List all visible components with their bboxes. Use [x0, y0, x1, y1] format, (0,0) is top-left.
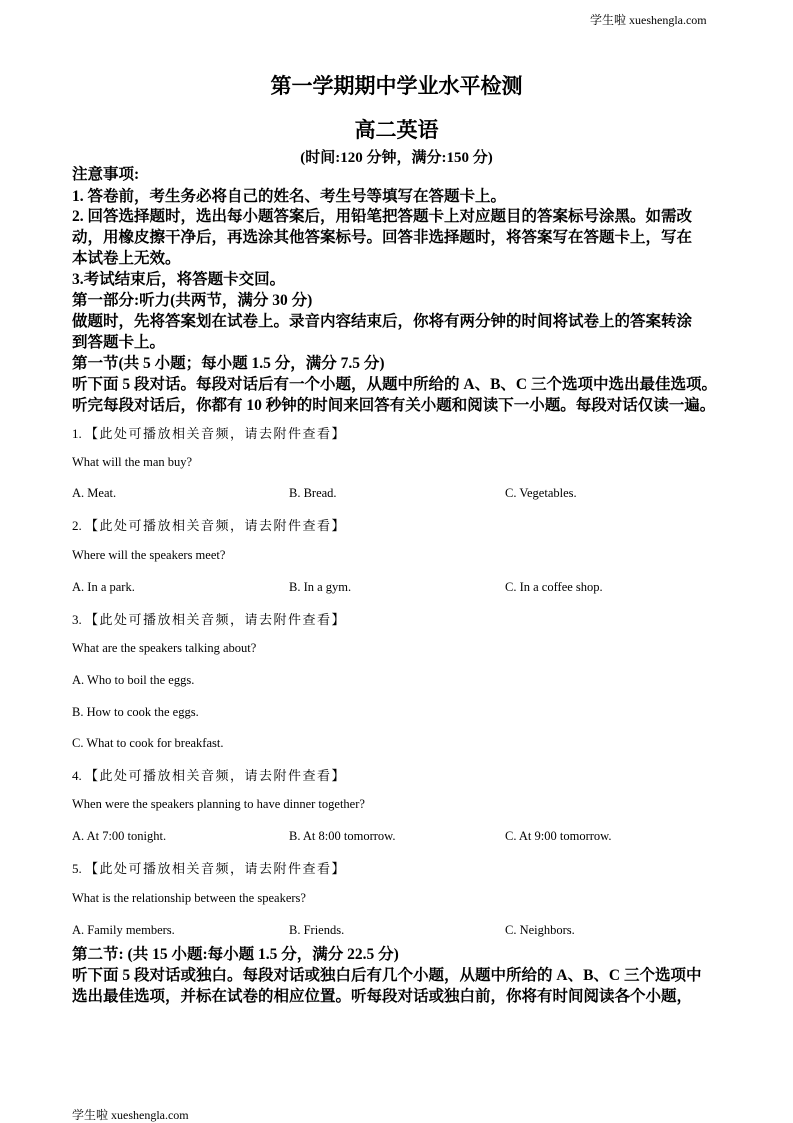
notice-item-1: 1. 答卷前，考生务必将自己的姓名、考生号等填写在答题卡上。 [72, 188, 507, 205]
question-4-option-a: A. At 7:00 tonight. [72, 829, 167, 843]
question-5-header [72, 858, 346, 877]
section1-instruction-line-2: 听完每段对话后，你都有 10 秒钟的时间来回答有关小题和阅读下一小题。每段对话仅读一遍。 [72, 397, 716, 414]
question-number: 3. [72, 612, 82, 627]
question-2-text: Where will the speakers meet? [72, 548, 226, 562]
question-2-option-b: B. In a gym. [289, 580, 352, 594]
audio-attachment-note: 【此处可播放相关音频，请去附件查看】 [85, 518, 347, 533]
question-4-text: When were the speakers planning to have dinner together? [72, 797, 365, 811]
part1-instruction-line-2: 到答题卡上。 [72, 334, 166, 351]
subject-title: 高二英语 [354, 118, 439, 142]
question-3-header [72, 609, 346, 628]
section1-instruction-line-1: 听下面 5 段对话。每段对话后有一个小题，从题中所给的 A、B、C 三个选项中选出最佳选项。 [72, 376, 717, 393]
audio-attachment-note: 【此处可播放相关音频，请去附件查看】 [85, 861, 347, 876]
question-4-option-b: B. At 8:00 tomorrow. [289, 829, 396, 843]
question-3-text: What are the speakers talking about? [72, 641, 257, 655]
question-number: 4. [72, 768, 82, 783]
part1-heading: 第一部分:听力(共两节，满分 30 分) [72, 292, 313, 309]
question-2-option-c: C. In a coffee shop. [505, 580, 603, 594]
question-5-option-c: C. Neighbors. [505, 923, 575, 937]
question-3-option-a: A. Who to boil the eggs. [72, 673, 195, 687]
part1-instruction-line-1: 做题时，先将答案划在试卷上。录音内容结束后，你将有两分钟的时间将试卷上的答案转涂 [72, 313, 693, 330]
question-2-header [72, 515, 346, 534]
question-1-option-a: A. Meat. [72, 486, 117, 500]
question-5-text: What is the relationship between the speakers? [72, 891, 306, 905]
notice-heading: 注意事项: [72, 166, 140, 183]
question-number: 2. [72, 518, 82, 533]
question-number: 1. [72, 426, 82, 441]
audio-attachment-note: 【此处可播放相关音频，请去附件查看】 [85, 612, 347, 627]
question-4-header [72, 765, 346, 784]
audio-attachment-note: 【此处可播放相关音频，请去附件查看】 [85, 426, 347, 441]
audio-attachment-note: 【此处可播放相关音频，请去附件查看】 [85, 768, 347, 783]
question-5-option-a: A. Family members. [72, 923, 175, 937]
time-info: (时间:120 分钟，满分:150 分) [300, 150, 493, 166]
question-4-option-c: C. At 9:00 tomorrow. [505, 829, 612, 843]
question-1-text: What will the man buy? [72, 455, 193, 469]
exam-title: 第一学期期中学业水平检测 [270, 74, 523, 98]
question-1-header [72, 423, 346, 442]
header-watermark: 学生啦 xueshengla.com [590, 13, 707, 27]
question-1-option-b: B. Bread. [289, 486, 337, 500]
section2-heading: 第二节: (共 15 小题:每小题 1.5 分，满分 22.5 分) [72, 946, 399, 963]
section2-instruction-line-2: 选出最佳选项，并标在试卷的相应位置。听每段对话或独白前，你将有时间阅读各个小题， [72, 988, 693, 1005]
notice-item-2-line-3: 本试卷上无效。 [72, 250, 181, 267]
footer-watermark: 学生啦 xueshengla.com [72, 1108, 189, 1122]
notice-item-2-line-1: 2. 回答选择题时，选出每小题答案后，用铅笔把答题卡上对应题目的答案标号涂黑。如需改 [72, 208, 693, 225]
section1-heading: 第一节(共 5 小题；每小题 1.5 分，满分 7.5 分) [72, 355, 385, 372]
question-5-option-b: B. Friends. [289, 923, 345, 937]
notice-item-3: 3.考试结束后，将答题卡交回。 [72, 271, 286, 288]
section2-instruction-line-1: 听下面 5 段对话或独白。每段对话或独白后有几个小题，从题中所给的 A、B、C 三个选项中 [72, 967, 702, 984]
question-number: 5. [72, 861, 82, 876]
notice-item-2-line-2: 动，用橡皮擦干净后，再选涂其他答案标号。回答非选择题时，将答案写在答题卡上，写在 [72, 229, 693, 246]
question-2-option-a: A. In a park. [72, 580, 135, 594]
question-3-option-c: C. What to cook for breakfast. [72, 736, 224, 750]
question-1-option-c: C. Vegetables. [505, 486, 577, 500]
question-3-option-b: B. How to cook the eggs. [72, 705, 199, 719]
